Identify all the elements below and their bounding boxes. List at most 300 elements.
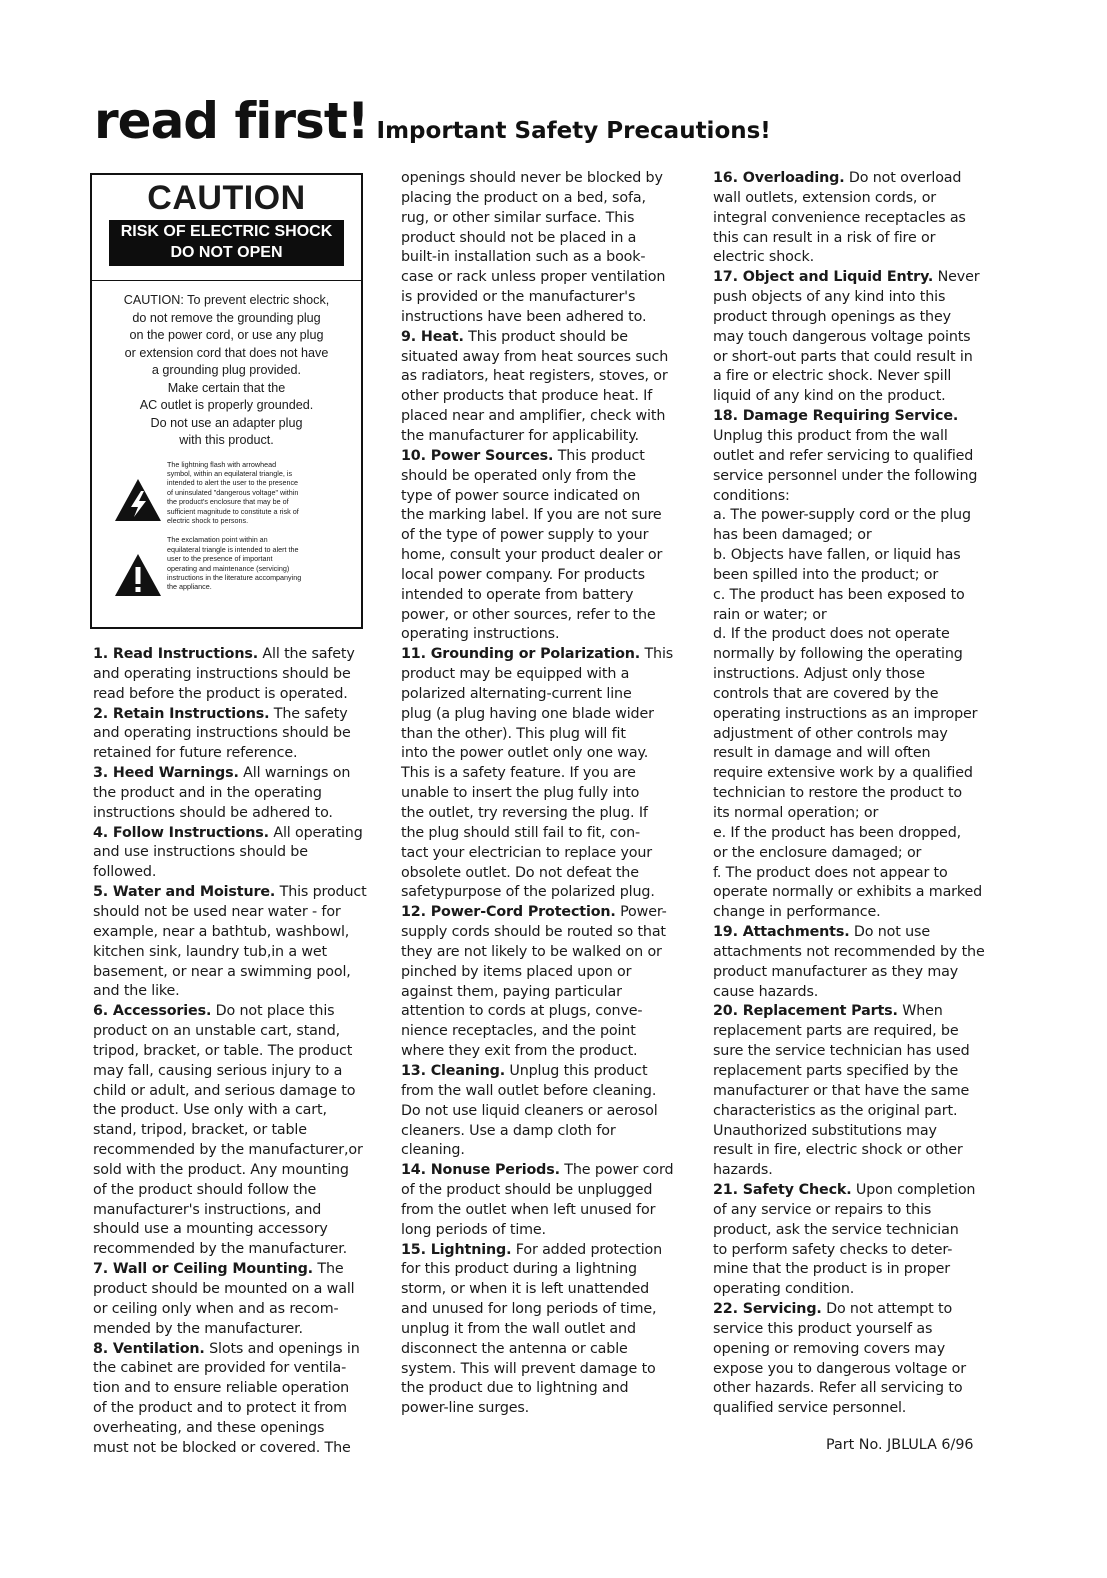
item-text: power-line surges. xyxy=(401,1400,530,1417)
caution-heading: CAUTION xyxy=(147,179,306,217)
item-text: mine that the product is in proper xyxy=(713,1261,950,1278)
item-text: home, consult your product dealer or xyxy=(401,547,663,564)
text-line xyxy=(93,963,367,983)
lightning-triangle-icon xyxy=(114,478,162,522)
text-line xyxy=(401,1002,673,1022)
text-line xyxy=(713,427,985,447)
item-text: adjustment of other controls may xyxy=(713,725,948,742)
item-text: plug (a plug having one blade wider xyxy=(401,705,654,722)
item-text: they are not likely to be walked on or xyxy=(401,943,662,960)
text-line xyxy=(401,268,673,288)
text-line xyxy=(401,625,673,645)
exclamation-symbol-explanation xyxy=(114,535,353,597)
text-line xyxy=(93,1220,367,1240)
lightning-text-line: of uninsulated "dangerous voltage" within xyxy=(167,487,299,497)
item-text: The xyxy=(312,1261,344,1278)
item-heading: 6. Accessories. xyxy=(93,1003,212,1020)
text-line xyxy=(713,1102,985,1122)
item-text: placing the product on a bed, sofa, xyxy=(401,189,646,206)
item-text: and operating instructions should be xyxy=(93,665,351,682)
item-text: For added protection xyxy=(511,1241,663,1258)
text-line xyxy=(93,903,367,923)
text-line xyxy=(93,1340,367,1360)
title-read-first: read first! xyxy=(94,92,369,150)
text-line xyxy=(401,744,673,764)
text-line xyxy=(93,943,367,963)
text-line xyxy=(713,407,985,427)
title-subtitle: Important Safety Precautions! xyxy=(376,118,771,144)
item-text: the product. Use only with a cart, xyxy=(93,1102,327,1119)
item-text: electric shock. xyxy=(713,249,814,266)
text-line xyxy=(401,526,673,546)
text-line xyxy=(93,1280,367,1300)
text-line xyxy=(713,506,985,526)
text-line xyxy=(401,546,673,566)
item-text: the product and in the operating xyxy=(93,784,322,801)
text-column-1 xyxy=(93,645,367,1459)
text-line xyxy=(401,1022,673,1042)
item-text: All warnings on xyxy=(238,765,351,782)
text-column-2 xyxy=(401,169,673,1419)
item-text: its normal operation; or xyxy=(713,805,879,821)
item-heading: 22. Servicing. xyxy=(713,1301,822,1318)
text-line xyxy=(401,1062,673,1082)
item-text: the outlet, try reversing the plug. If xyxy=(401,805,648,821)
item-text: read before the product is operated. xyxy=(93,685,348,702)
text-line xyxy=(93,724,367,744)
text-line xyxy=(713,526,985,546)
text-line xyxy=(401,288,673,308)
text-line xyxy=(401,705,673,725)
item-text: b. Objects have fallen, or liquid has xyxy=(713,547,961,564)
item-text: cause hazards. xyxy=(713,983,819,1000)
text-line xyxy=(713,1300,985,1320)
item-text: power, or other sources, refer to the xyxy=(401,606,656,623)
text-line xyxy=(401,963,673,983)
text-line xyxy=(401,308,673,328)
item-text: may fall, causing serious injury to a xyxy=(93,1062,343,1079)
item-text: technician to restore the product to xyxy=(713,785,963,802)
exclamation-text-line: user to the presence of important xyxy=(167,554,273,564)
item-text: Do not place this xyxy=(211,1003,335,1020)
item-heading: 16. Overloading. xyxy=(713,170,845,186)
text-line xyxy=(401,1042,673,1062)
risk-line-2: DO NOT OPEN xyxy=(170,244,283,261)
text-line xyxy=(401,229,673,249)
item-text: safetypurpose of the polarized plug. xyxy=(401,884,655,901)
text-line xyxy=(713,367,985,387)
text-line xyxy=(713,248,985,268)
item-text: normally by following the operating xyxy=(713,646,963,663)
text-line xyxy=(401,784,673,804)
item-text: cleaners. Use a damp cloth for xyxy=(401,1122,616,1139)
item-text: attachments not recommended by the xyxy=(713,943,985,960)
text-line xyxy=(93,645,367,665)
text-line xyxy=(713,764,985,784)
text-line xyxy=(713,963,985,983)
text-line xyxy=(93,1101,367,1121)
item-text: manufacturer or that have the same xyxy=(713,1082,970,1099)
text-line xyxy=(401,586,673,606)
item-text: the cabinet are provided for ventila- xyxy=(93,1360,347,1377)
text-line xyxy=(713,883,985,903)
item-heading: 20. Replacement Parts. xyxy=(713,1003,898,1020)
text-line xyxy=(401,1122,673,1142)
item-text: wall outlets, extension cords, or xyxy=(713,189,937,206)
item-heading: 5. Water and Moisture. xyxy=(93,884,276,901)
item-text: built-in installation such as a book- xyxy=(401,249,646,266)
item-heading: 21. Safety Check. xyxy=(713,1182,852,1199)
item-text: d. If the product does not operate xyxy=(713,626,950,643)
text-line xyxy=(93,1260,367,1280)
text-line xyxy=(401,1340,673,1360)
text-line xyxy=(93,1399,367,1419)
exclamation-text-line: equilateral triangle is intended to alert the xyxy=(167,544,299,554)
text-line xyxy=(93,705,367,725)
exclamation-description xyxy=(167,535,301,591)
item-text: product manufacturer as they may xyxy=(713,963,959,980)
item-text: expose you to dangerous voltage or xyxy=(713,1360,966,1377)
text-line xyxy=(93,1022,367,1042)
item-text: product, ask the service technician xyxy=(713,1221,959,1238)
text-line xyxy=(93,1121,367,1141)
text-line xyxy=(713,784,985,804)
text-line xyxy=(401,447,673,467)
item-text: characteristics as the original part. xyxy=(713,1102,958,1119)
item-text: a fire or electric shock. Never spill xyxy=(713,368,952,385)
text-line xyxy=(401,467,673,487)
text-line xyxy=(93,1359,367,1379)
item-text: e. If the product has been dropped, xyxy=(713,824,962,841)
item-text: rug, or other similar surface. This xyxy=(401,209,635,226)
exclamation-text-line: operating and maintenance (servicing) xyxy=(167,563,290,573)
item-text: and the like. xyxy=(93,983,180,1000)
text-line xyxy=(713,665,985,685)
text-line xyxy=(713,328,985,348)
text-line xyxy=(401,844,673,864)
text-line xyxy=(93,1240,367,1260)
text-line xyxy=(93,923,367,943)
item-text: Do not overload xyxy=(844,170,962,186)
text-line xyxy=(401,685,673,705)
item-text: All the safety xyxy=(258,646,355,662)
item-text: operate normally or exhibits a marked xyxy=(713,884,983,901)
item-text: This is a safety feature. If you are xyxy=(401,765,636,782)
caution-box xyxy=(90,173,363,629)
item-text: qualified service personnel. xyxy=(713,1400,907,1417)
text-line xyxy=(93,1161,367,1181)
text-line xyxy=(93,1062,367,1082)
item-text: product on an unstable cart, stand, xyxy=(93,1023,341,1040)
item-text: of the product and to protect it from xyxy=(93,1400,347,1417)
item-text: operating instructions as an improper xyxy=(713,705,978,722)
item-heading: 15. Lightning. xyxy=(401,1241,512,1258)
item-text: Unplug this product xyxy=(505,1062,648,1079)
text-line xyxy=(713,209,985,229)
item-text: instructions have been adhered to. xyxy=(401,308,647,325)
item-text: into the power outlet only one way. xyxy=(401,745,649,762)
item-text: replacement parts are required, be xyxy=(713,1023,959,1040)
item-text: unplug it from the wall outlet and xyxy=(401,1320,636,1337)
text-line xyxy=(401,506,673,526)
item-text: conditions: xyxy=(713,487,790,504)
text-line xyxy=(713,864,985,884)
item-text: result in damage and will often xyxy=(713,745,931,762)
caution-text-line: on the power cord, or use any plug xyxy=(129,328,324,342)
text-line xyxy=(93,1320,367,1340)
item-text: or ceiling only when and as recom- xyxy=(93,1300,339,1317)
text-line xyxy=(93,1300,367,1320)
item-text: type of power source indicated on xyxy=(401,487,641,504)
text-line xyxy=(713,268,985,288)
text-line xyxy=(713,804,985,824)
item-text: tact your electrician to replace your xyxy=(401,844,653,861)
caution-header xyxy=(92,178,361,281)
item-text: as radiators, heat registers, stoves, or xyxy=(401,368,668,385)
text-line xyxy=(401,725,673,745)
text-line xyxy=(713,1062,985,1082)
text-line xyxy=(93,764,367,784)
text-line xyxy=(93,863,367,883)
item-text: other products that produce heat. If xyxy=(401,388,653,405)
text-line xyxy=(713,824,985,844)
item-text: basement, or near a swimming pool, xyxy=(93,963,351,980)
text-line xyxy=(713,903,985,923)
item-text: product through openings as they xyxy=(713,308,951,325)
item-text: the marking label. If you are not sure xyxy=(401,507,662,524)
text-line xyxy=(93,1042,367,1062)
item-text: sold with the product. Any mounting xyxy=(93,1161,349,1178)
item-text: Upon completion xyxy=(851,1182,976,1199)
text-line xyxy=(93,744,367,764)
item-text: stand, tripod, bracket, or table xyxy=(93,1122,307,1139)
text-line xyxy=(401,764,673,784)
part-number: Part No. JBLULA 6/96 xyxy=(826,1437,974,1453)
item-text: placed near and amplifier, check with xyxy=(401,408,666,425)
text-line xyxy=(713,1399,985,1419)
item-text: Power- xyxy=(615,904,667,921)
lightning-symbol-explanation xyxy=(114,460,353,526)
text-line xyxy=(401,209,673,229)
item-text: When xyxy=(897,1003,943,1020)
risk-of-shock-banner xyxy=(109,220,344,266)
item-text: other hazards. Refer all servicing to xyxy=(713,1380,963,1397)
item-text: or short-out parts that could result in xyxy=(713,348,973,365)
text-line xyxy=(93,982,367,1002)
exclamation-text-line: the appliance. xyxy=(167,582,212,592)
item-text: where they exit from the product. xyxy=(401,1043,638,1060)
text-line xyxy=(401,387,673,407)
text-line xyxy=(93,883,367,903)
item-text: and use instructions should be xyxy=(93,844,308,861)
item-heading: 2. Retain Instructions. xyxy=(93,705,270,722)
item-text: a. The power-supply cord or the plug xyxy=(713,507,971,524)
text-line xyxy=(401,804,673,824)
text-line xyxy=(401,487,673,507)
text-line xyxy=(713,387,985,407)
text-line xyxy=(93,1082,367,1102)
text-line xyxy=(713,844,985,864)
item-text: opening or removing covers may xyxy=(713,1340,946,1357)
text-line xyxy=(713,447,985,467)
risk-line-1: RISK OF ELECTRIC SHOCK xyxy=(120,223,333,240)
item-text: controls that are covered by the xyxy=(713,685,939,702)
text-line xyxy=(713,566,985,586)
text-line xyxy=(401,983,673,1003)
text-line xyxy=(401,1082,673,1102)
text-line xyxy=(713,1340,985,1360)
text-line xyxy=(713,606,985,626)
item-text: Unplug this product from the wall xyxy=(713,427,948,444)
item-text: attention to cords at plugs, conve- xyxy=(401,1003,643,1020)
text-line xyxy=(713,1320,985,1340)
caution-instructions xyxy=(92,281,361,450)
item-text: manufacturer's instructions, and xyxy=(93,1201,322,1218)
item-text: is provided or the manufacturer's xyxy=(401,289,636,306)
exclamation-text-line: instructions in the literature accompanying xyxy=(167,572,302,582)
text-line xyxy=(713,288,985,308)
item-heading: 1. Read Instructions. xyxy=(93,646,258,662)
item-text: cleaning. xyxy=(401,1142,465,1159)
item-text: The power cord xyxy=(559,1162,674,1179)
item-text: of the type of power supply to your xyxy=(401,527,649,544)
text-line xyxy=(713,1241,985,1261)
caution-text-line: a grounding plug provided. xyxy=(151,363,302,377)
text-line xyxy=(713,308,985,328)
text-line xyxy=(401,645,673,665)
item-text: tripod, bracket, or table. The product xyxy=(93,1042,353,1059)
text-line xyxy=(713,1122,985,1142)
text-line xyxy=(713,1379,985,1399)
text-line xyxy=(713,645,985,665)
item-text: c. The product has been exposed to xyxy=(713,586,965,603)
item-text: product may be equipped with a xyxy=(401,666,630,683)
item-text: recommended by the manufacturer,or xyxy=(93,1142,363,1159)
item-text: hazards. xyxy=(713,1162,773,1179)
text-line xyxy=(713,685,985,705)
text-line xyxy=(401,606,673,626)
text-line xyxy=(713,1082,985,1102)
item-text: the plug should still fail to fit, con- xyxy=(401,824,641,841)
text-line xyxy=(713,1221,985,1241)
item-text: intended to operate from battery xyxy=(401,586,634,603)
text-line xyxy=(401,169,673,189)
item-text: Do not attempt to xyxy=(821,1301,953,1318)
item-heading: 10. Power Sources. xyxy=(401,447,554,464)
caution-text-line: CAUTION: To prevent electric shock, xyxy=(123,293,330,307)
item-heading: 7. Wall or Ceiling Mounting. xyxy=(93,1261,313,1278)
text-line xyxy=(93,824,367,844)
item-text: must not be blocked or covered. The xyxy=(93,1439,351,1456)
text-line xyxy=(401,1161,673,1181)
text-line xyxy=(401,665,673,685)
text-line xyxy=(401,367,673,387)
text-line xyxy=(713,467,985,487)
item-text: openings should never be blocked by xyxy=(401,170,663,186)
item-text: of the product should follow the xyxy=(93,1181,317,1198)
item-text: obsolete outlet. Do not defeat the xyxy=(401,864,639,881)
text-line xyxy=(401,328,673,348)
item-heading: 3. Heed Warnings. xyxy=(93,765,239,782)
item-text: from the wall outlet before cleaning. xyxy=(401,1082,657,1099)
text-line xyxy=(401,189,673,209)
lightning-text-line: sufficient magnitude to constitute a risk of xyxy=(167,506,299,516)
item-text: outlet and refer servicing to qualified xyxy=(713,447,974,464)
text-line xyxy=(401,1201,673,1221)
lightning-text-line: The lightning flash with arrowhead xyxy=(167,459,277,469)
text-line xyxy=(713,546,985,566)
item-text: storm, or when it is left unattended xyxy=(401,1281,650,1298)
text-line xyxy=(713,169,985,189)
item-text: the product due to lightning and xyxy=(401,1380,629,1397)
item-text: operating condition. xyxy=(713,1281,855,1298)
item-text: This xyxy=(640,646,674,663)
text-line xyxy=(93,1002,367,1022)
item-text: case or rack unless proper ventilation xyxy=(401,269,666,286)
item-text: may touch dangerous voltage points xyxy=(713,328,971,345)
item-heading: 9. Heat. xyxy=(401,328,464,345)
item-text: child or adult, and serious damage to xyxy=(93,1082,356,1099)
text-line xyxy=(713,586,985,606)
exclamation-text-line: The exclamation point within an xyxy=(167,535,268,545)
item-text: Do not use liquid cleaners or aerosol xyxy=(401,1102,658,1119)
item-text: or the enclosure damaged; or xyxy=(713,844,922,861)
text-line xyxy=(401,1399,673,1419)
item-text: sure the service technician has used xyxy=(713,1043,970,1060)
item-text: replacement parts specified by the xyxy=(713,1062,959,1079)
page-title xyxy=(94,92,771,150)
item-text: followed. xyxy=(93,864,157,881)
item-text: All operating xyxy=(268,824,363,841)
item-text: Unauthorized substitutions may xyxy=(713,1122,937,1139)
text-line xyxy=(713,229,985,249)
text-line xyxy=(713,1141,985,1161)
item-text: from the outlet when left unused for xyxy=(401,1201,656,1218)
text-line xyxy=(401,407,673,427)
text-line xyxy=(93,1379,367,1399)
item-text: against them, paying particular xyxy=(401,983,622,1000)
item-text: service personnel under the following xyxy=(713,467,978,484)
text-line xyxy=(93,1201,367,1221)
text-line xyxy=(93,1419,367,1439)
lightning-text-line: symbol, within an equilateral triangle, is xyxy=(167,468,293,478)
text-line xyxy=(713,1002,985,1022)
text-line xyxy=(93,665,367,685)
text-line xyxy=(713,1022,985,1042)
item-text: of the product should be unplugged xyxy=(401,1182,653,1199)
item-text: pinched by items placed upon or xyxy=(401,963,632,980)
item-text: should not be used near water - for xyxy=(93,903,341,920)
item-heading: 14. Nonuse Periods. xyxy=(401,1162,560,1179)
text-line xyxy=(93,1141,367,1161)
item-text: for this product during a lightning xyxy=(401,1261,637,1278)
item-text: f. The product does not appear to xyxy=(713,864,948,881)
item-text: situated away from heat sources such xyxy=(401,348,669,365)
text-line xyxy=(713,1280,985,1300)
text-line xyxy=(401,943,673,963)
text-line xyxy=(401,1280,673,1300)
item-text: and operating instructions should be xyxy=(93,725,351,742)
text-line xyxy=(713,983,985,1003)
item-heading: 13. Cleaning. xyxy=(401,1062,506,1079)
text-line xyxy=(401,903,673,923)
item-text: rain or water; or xyxy=(713,606,827,623)
text-line xyxy=(713,348,985,368)
item-text: been spilled into the product; or xyxy=(713,566,939,583)
item-heading: 11. Grounding or Polarization. xyxy=(401,646,641,663)
text-line xyxy=(713,189,985,209)
item-text: service this product yourself as xyxy=(713,1320,933,1337)
